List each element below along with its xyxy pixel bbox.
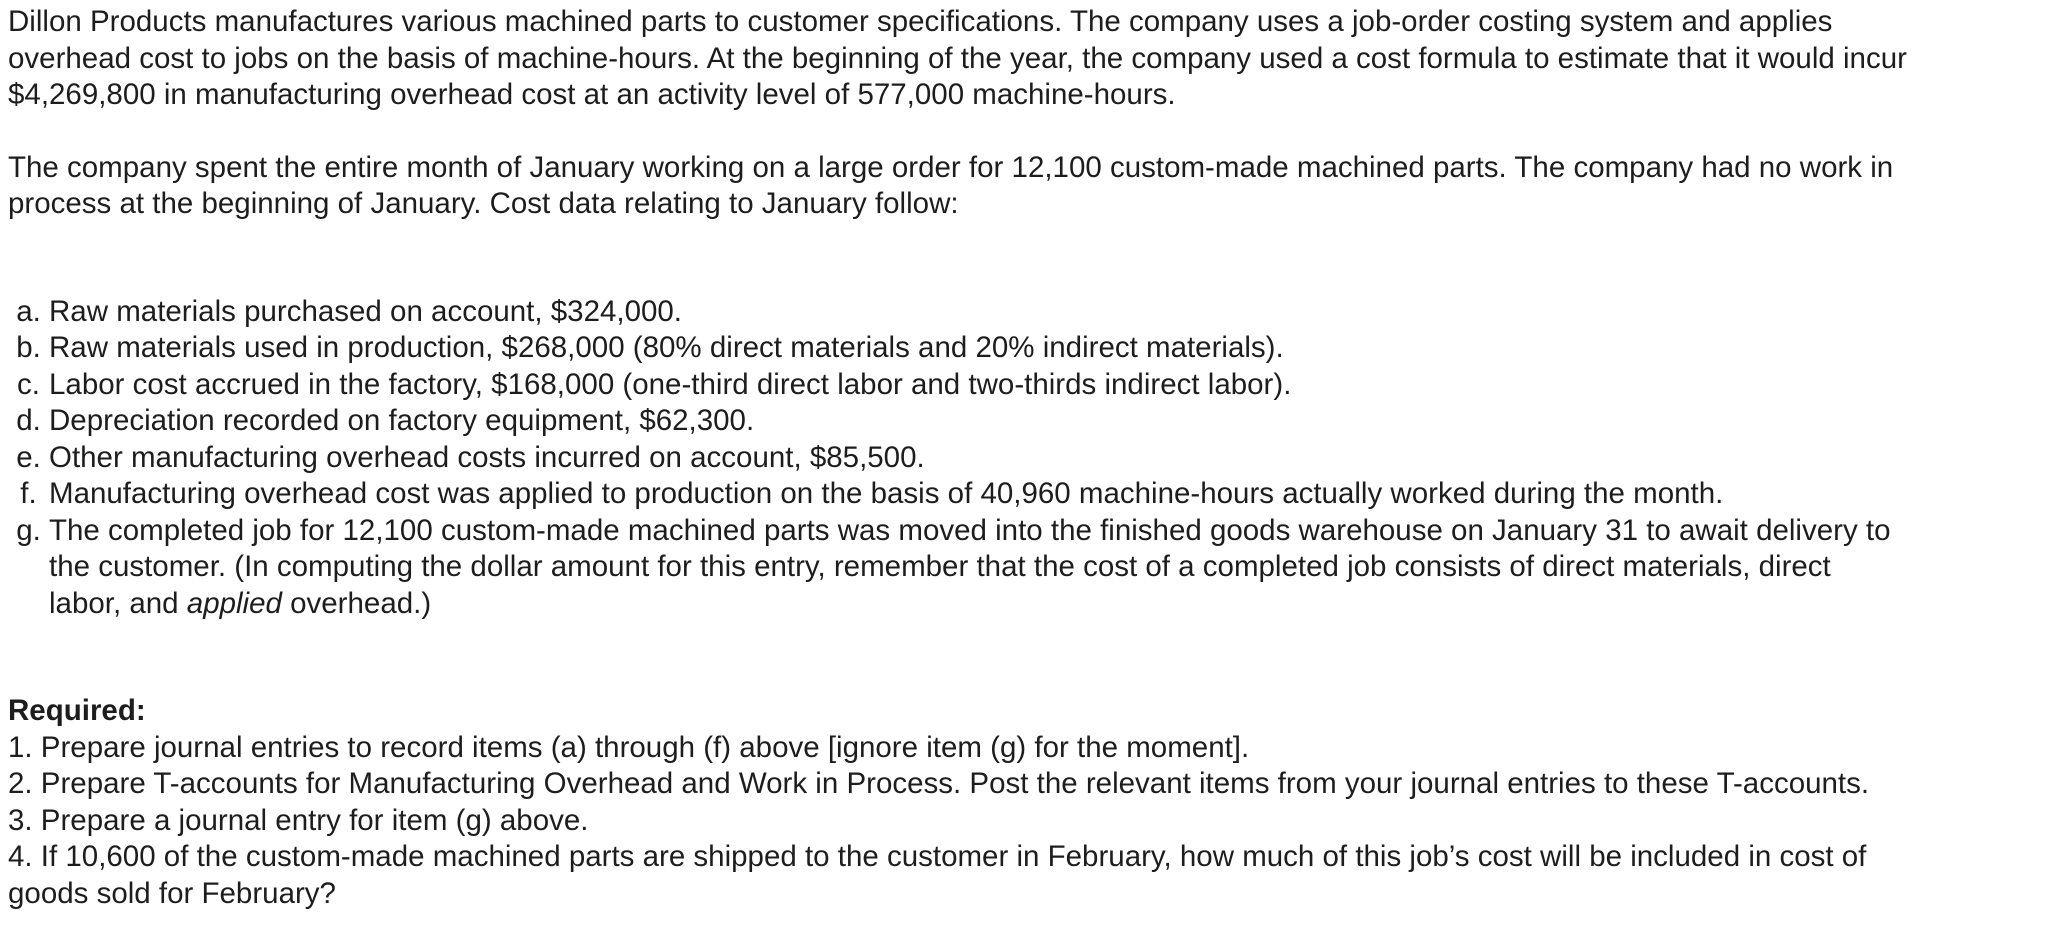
problem-document xyxy=(8,4,1908,912)
required-question: 4. If 10,600 of the custom-made machined parts are shipped to the customer in February, how much of this job’s cost will be included in cost of goods sold for February? xyxy=(8,840,1867,910)
item-text: Raw materials purchased on account, $324,000. xyxy=(49,294,682,328)
item-text: Labor cost accrued in the factory, $168,000 (one-third direct labor and two-thirds indirect labor). xyxy=(49,367,1292,401)
item-marker: b. xyxy=(16,331,41,364)
list-item xyxy=(8,330,1908,367)
list-item xyxy=(8,476,1908,513)
item-marker: a. xyxy=(16,294,41,328)
item-marker: d. xyxy=(16,404,41,437)
list-item xyxy=(8,513,1908,623)
list-item xyxy=(8,403,1908,440)
item-marker: e. xyxy=(16,440,41,474)
required-question: 2. Prepare T-accounts for Manufacturing Overhead and Work in Process. Post the relevant items from your journal entries to these T-accounts. xyxy=(8,767,1870,800)
cost-data-list xyxy=(8,294,1908,623)
item-text-part: The completed job for 12,100 custom-made machined parts was moved into the finished goods warehouse on January 31 to await delivery to the customer. (In computing the dollar amount for this entry, remember that the cost of a completed job consists of direct materials, direct labor, and xyxy=(49,513,1891,620)
required-question: 1. Prepare journal entries to record items (a) through (f) above [ignore item (g) for the moment]. xyxy=(8,730,1250,764)
item-marker: c. xyxy=(17,367,40,401)
item-marker: f. xyxy=(20,477,37,510)
intro-paragraph-2: The company spent the entire month of January working on a large order for 12,100 custom-made machined parts. The company had no work in process at the beginning of January. Cost data relating to January follow: xyxy=(8,150,1894,220)
item-text xyxy=(49,513,1908,623)
item-text: Other manufacturing overhead costs incurred on account, $85,500. xyxy=(49,440,925,474)
item-text: Depreciation recorded on factory equipment, $62,300. xyxy=(49,404,755,437)
item-text: Manufacturing overhead cost was applied to production on the basis of 40,960 machine-hours actually worked during the month. xyxy=(49,477,1724,510)
item-text: Raw materials used in production, $268,000 (80% direct materials and 20% indirect materials). xyxy=(49,331,1284,364)
item-marker: g. xyxy=(16,513,41,547)
intro-paragraph-1: Dillon Products manufactures various machined parts to customer specifications. The company uses a job-order costing system and applies overhead cost to jobs on the basis of machine-hours. At the beginning of the year, the company used a cost formula to estimate that it would incur $4,269,800 in manufacturing overhead cost at an activity level of 577,000 machine-hours. xyxy=(8,5,1907,111)
list-item xyxy=(8,294,1908,331)
list-item xyxy=(8,440,1908,477)
required-heading: Required: xyxy=(8,694,146,727)
item-text-emphasis: applied xyxy=(186,586,282,620)
item-text-part: overhead.) xyxy=(281,586,432,620)
required-question: 3. Prepare a journal entry for item (g) above. xyxy=(8,803,589,837)
list-item xyxy=(8,367,1908,404)
